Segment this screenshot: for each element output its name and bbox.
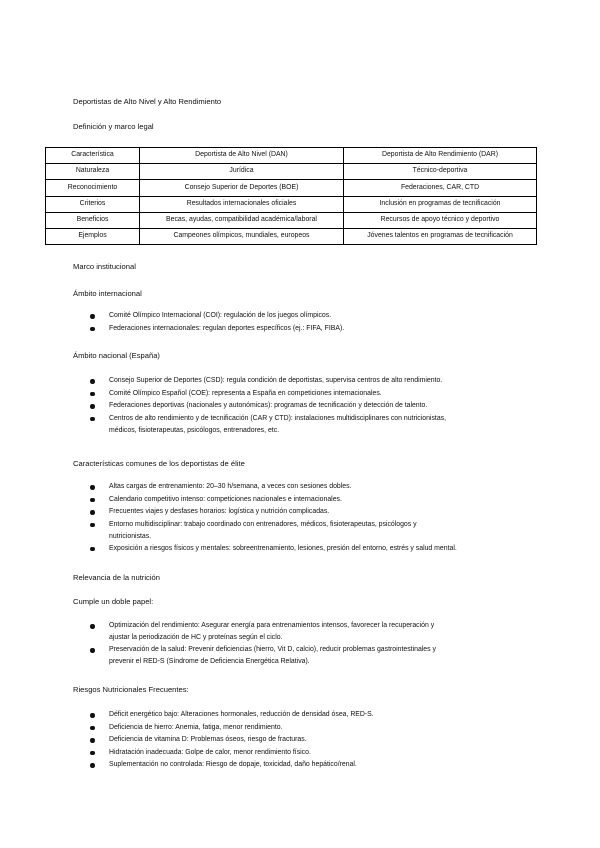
- list-internacional: [90, 310, 344, 335]
- bullet-icon: [90, 379, 95, 384]
- list-item: Frecuentes viajes y desfases horarios: logística y nutrición complicadas.: [90, 506, 457, 519]
- list-item: Deficiencia de hierro: Anemia, fatiga, menor rendimiento.: [90, 722, 374, 735]
- subheading-internacional: Ámbito internacional: [73, 289, 142, 298]
- bullet-icon: [90, 510, 95, 515]
- table-cell: Consejo Superior de Deportes (BOE): [140, 180, 344, 196]
- table-row: [46, 196, 537, 212]
- table-cell: Inclusión en programas de tecnificación: [344, 196, 537, 212]
- section-heading-marco: Marco institucional: [73, 262, 136, 271]
- table-cell: Resultados internacionales oficiales: [140, 196, 344, 212]
- list-item: Consejo Superior de Deportes (CSD): regula condición de deportistas, supervisa centros de alto rendimiento.: [90, 375, 446, 388]
- subheading-nacional: Ámbito nacional (España): [73, 351, 160, 360]
- bullet-icon: [90, 314, 95, 319]
- table-cell: Jóvenes talentos en programas de tecnificación: [344, 228, 537, 244]
- bullet-icon: [90, 523, 95, 528]
- table-cell: Federaciones, CAR, CTD: [344, 180, 537, 196]
- bullet-icon: [90, 726, 95, 731]
- bullet-icon: [90, 763, 95, 768]
- table-cell: Recursos de apoyo técnico y deportivo: [344, 212, 537, 228]
- bullet-icon: [90, 648, 95, 653]
- list-item: Altas cargas de entrenamiento: 20–30 h/semana, a veces con sesiones dobles.: [90, 481, 457, 494]
- list-item: Suplementación no controlada: Riesgo de dopaje, toxicidad, daño hepático/renal.: [90, 759, 374, 772]
- bullet-icon: [90, 417, 95, 422]
- section-heading-relevancia: Relevancia de la nutrición: [73, 573, 160, 582]
- section-heading-caracteristicas: Características comunes de los deportistas de élite: [73, 459, 245, 468]
- bullet-icon: [90, 498, 95, 503]
- table-header-cell: Deportista de Alto Nivel (DAN): [140, 148, 344, 164]
- list-riesgos: [90, 709, 374, 772]
- list-item: Deficiencia de vitamina D: Problemas óseos, riesgo de fracturas.: [90, 734, 374, 747]
- list-item: Entorno multidisciplinar: trabajo coordinado con entrenadores, médicos, fisioterapeutas, psicólogos y nutricionistas.: [90, 519, 457, 543]
- bullet-icon: [90, 404, 95, 409]
- bullet-icon: [90, 485, 95, 490]
- list-item: Federaciones deportivas (nacionales y autonómicas): programas de tecnificación y detección de talento.: [90, 400, 446, 413]
- definition-table: [45, 147, 537, 245]
- bullet-icon: [90, 392, 95, 397]
- table-cell: Jurídica: [140, 164, 344, 180]
- list-item: Exposición a riesgos físicos y mentales: sobreentrenamiento, lesiones, presión del entorno, estrés y salud mental.: [90, 543, 457, 556]
- list-item: Federaciones internacionales: regulan deportes específicos (ej.: FIFA, FIBA).: [90, 323, 344, 336]
- bullet-icon: [90, 738, 95, 743]
- table-cell: Técnico-deportiva: [344, 164, 537, 180]
- list-item: Comité Olímpico Internacional (COI): regulación de los juegos olímpicos.: [90, 310, 344, 323]
- subheading-doble-papel: Cumple un doble papel:: [73, 597, 154, 606]
- list-item: Déficit energético bajo: Alteraciones hormonales, reducción de densidad ósea, RED-S.: [90, 709, 374, 722]
- table-cell: Becas, ayudas, compatibilidad académica/laboral: [140, 212, 344, 228]
- table-header-cell: Característica: [46, 148, 140, 164]
- table-cell: Reconocimiento: [46, 180, 140, 196]
- list-item: Optimización del rendimiento: Asegurar energía para entrenamientos intensos, favorecer la recuperación y ajustar la periodización de HC y proteínas según el ciclo.: [90, 620, 436, 644]
- table-cell: Ejemplos: [46, 228, 140, 244]
- table-row: [46, 228, 537, 244]
- table-cell: Beneficios: [46, 212, 140, 228]
- list-item: Comité Olímpico Español (COE): representa a España en competiciones internacionales.: [90, 388, 446, 401]
- list-item: Hidratación inadecuada: Golpe de calor, menor rendimiento físico.: [90, 747, 374, 760]
- table-row: [46, 212, 537, 228]
- list-doble-papel: [90, 620, 436, 668]
- list-item: Preservación de la salud: Prevenir deficiencias (hierro, Vit D, calcio), reducir problemas gastrointestinales y prevenir el RED-S (Síndrome de Deficiencia Energética Relativa).: [90, 644, 436, 668]
- bullet-icon: [90, 547, 95, 552]
- table-cell: Campeones olímpicos, mundiales, europeos: [140, 228, 344, 244]
- subheading-riesgos: Riesgos Nutricionales Frecuentes:: [73, 685, 189, 694]
- bullet-icon: [90, 624, 95, 629]
- list-caracteristicas: [90, 481, 457, 555]
- table-cell: Naturaleza: [46, 164, 140, 180]
- bullet-icon: [90, 713, 95, 718]
- bullet-icon: [90, 751, 95, 756]
- table-cell: Criterios: [46, 196, 140, 212]
- table-header-row: [46, 148, 537, 164]
- list-item: Calendario competitivo intenso: competiciones nacionales e internacionales.: [90, 494, 457, 507]
- table-header-cell: Deportista de Alto Rendimiento (DAR): [344, 148, 537, 164]
- table-row: [46, 180, 537, 196]
- table-row: [46, 164, 537, 180]
- section-heading-definicion: Definición y marco legal: [73, 122, 154, 131]
- list-item: Centros de alto rendimiento y de tecnificación (CAR y CTD): instalaciones multidisciplinares con nutricionistas, médicos, fisioterapeutas, psicólogos, entrenadores, etc.: [90, 413, 446, 437]
- bullet-icon: [90, 327, 95, 332]
- list-nacional: [90, 375, 446, 437]
- document-title: Deportistas de Alto Nivel y Alto Rendimiento: [73, 97, 222, 106]
